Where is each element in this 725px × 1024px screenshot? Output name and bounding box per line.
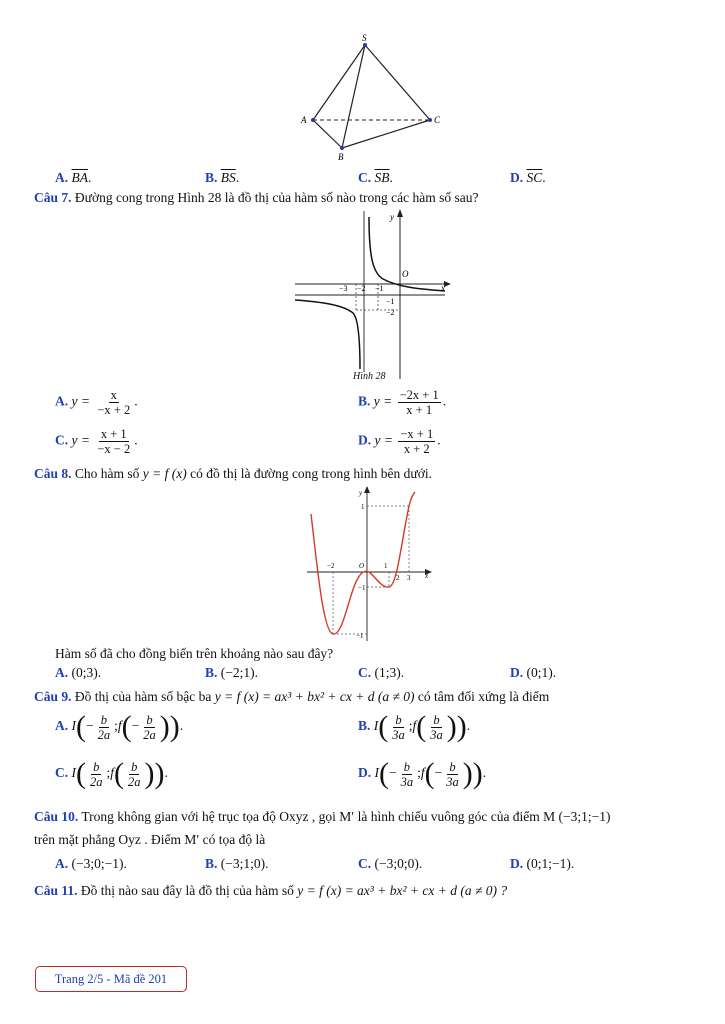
q8-option-b: B. (−2;1). <box>205 665 258 680</box>
q8-question: Hàm số đã cho đồng biến trên khoảng nào sau đây? <box>55 646 334 661</box>
q8-tick-2: 2 <box>396 574 400 582</box>
q8-tick-y-m1: −1 <box>356 632 364 640</box>
q7-stem: Câu 7. Đường cong trong Hình 28 là đồ thị của hàm số nào trong các hàm số sau? <box>34 190 479 205</box>
q9-option-c: C. I( $\frac{b}{2a}$ ;f( $\frac{b}{2a}$ )). <box>55 757 168 790</box>
q9-option-b: B. I( $\frac{b}{3a}$ ;f( $\frac{b}{3a}$ )). <box>358 710 471 743</box>
q7-tick-m2: −2 <box>357 284 366 293</box>
q11-stem: Câu 11. Đồ thị nào sau đây là đồ thị của hàm số y = f (x) = ax³ + bx² + cx + d (a ≠ 0) ? <box>34 883 508 898</box>
page-footer: Trang 2/5 - Mã đề 201 <box>35 966 187 992</box>
q9-option-d: D. I(− $\frac{b}{3a}$ ;f(− $\frac{b}{3a}$ )). <box>358 757 487 790</box>
q10-option-c: C. (−3;0;0). <box>358 856 423 871</box>
q8-option-a: A. (0;3). <box>55 665 102 680</box>
q7-x-label: x <box>441 283 445 293</box>
q8-tick-1-top: 1 <box>361 503 365 511</box>
q6-option-b: B. $\overline{BS}$. <box>205 170 240 185</box>
q10-option-d: D. (0;1;−1). <box>510 856 575 871</box>
q6-option-c: C. $\overline{SB}$. <box>358 170 393 185</box>
label-a: A <box>301 115 307 125</box>
q8-stem: Câu 8. Cho hàm số y = f (x) có đồ thị là đường cong trong hình bên dưới. <box>34 466 433 481</box>
q7-option-c: C. y = $\frac{x + 1}{-x - 2}$ . <box>55 427 138 456</box>
q8-tick-3: 3 <box>407 574 411 582</box>
q8-option-c: C. (1;3). <box>358 665 405 680</box>
q9-option-a: A. I(− $\frac{b}{2a}$ ;f(− $\frac{b}{2a}$ )). <box>55 710 184 743</box>
q7-graph <box>293 207 453 385</box>
q7-tick-m3: −3 <box>339 284 348 293</box>
label-b: B <box>338 152 344 162</box>
q10-option-a: A. (−3;0;−1). <box>55 856 127 871</box>
q8-tick-m2: −2 <box>327 562 335 570</box>
q6-option-a: A. $\overline{BA}$. <box>55 170 92 185</box>
q7-option-a: A. y = $\frac{x}{-x + 2}$ . <box>55 388 138 417</box>
q7-option-d: D. y = $\frac{-x + 1}{x + 2}$ . <box>358 427 441 456</box>
label-c: C <box>434 115 441 125</box>
q9-stem: Câu 9. Đồ thị của hàm số bậc ba y = f (x) = ax³ + bx² + cx + d (a ≠ 0) có tâm đối xứng là điểm <box>34 689 550 704</box>
q8-y-label: y <box>359 489 363 497</box>
q6-option-d: D. $\overline{SC}$. <box>510 170 546 185</box>
q7-o-label: O <box>402 269 409 279</box>
q7-option-b: B. y = $\frac{-2x + 1}{x + 1}$ . <box>358 388 447 417</box>
q10-option-b: B. (−3;1;0). <box>205 856 269 871</box>
q8-tick-m1: −1 <box>358 584 366 592</box>
q7-figure-caption: Hình 28 <box>353 371 386 382</box>
label-s: S <box>362 33 367 43</box>
q7-tick-y-m1: −1 <box>386 297 395 306</box>
q7-tick-m1: −1 <box>375 284 384 293</box>
q10-stem-line1: Câu 10. Trong không gian với hệ trục tọa độ Oxyz , gọi M′ là hình chiếu vuông góc của điểm M (−3;1;−1) <box>34 809 611 824</box>
q8-o-label: O <box>359 562 365 570</box>
q7-tick-y-m2: −2 <box>386 308 395 317</box>
q8-x-label: x <box>425 572 429 580</box>
q8-option-d: D. (0;1). <box>510 665 557 680</box>
q7-y-label: y <box>390 212 394 222</box>
q8-tick-1-x: 1 <box>384 562 388 570</box>
q8-graph <box>305 484 435 644</box>
pyramid-figure <box>295 30 455 165</box>
q10-stem-line2: trên mặt phẳng Oyz . Điểm M′ có tọa độ là <box>34 832 266 847</box>
